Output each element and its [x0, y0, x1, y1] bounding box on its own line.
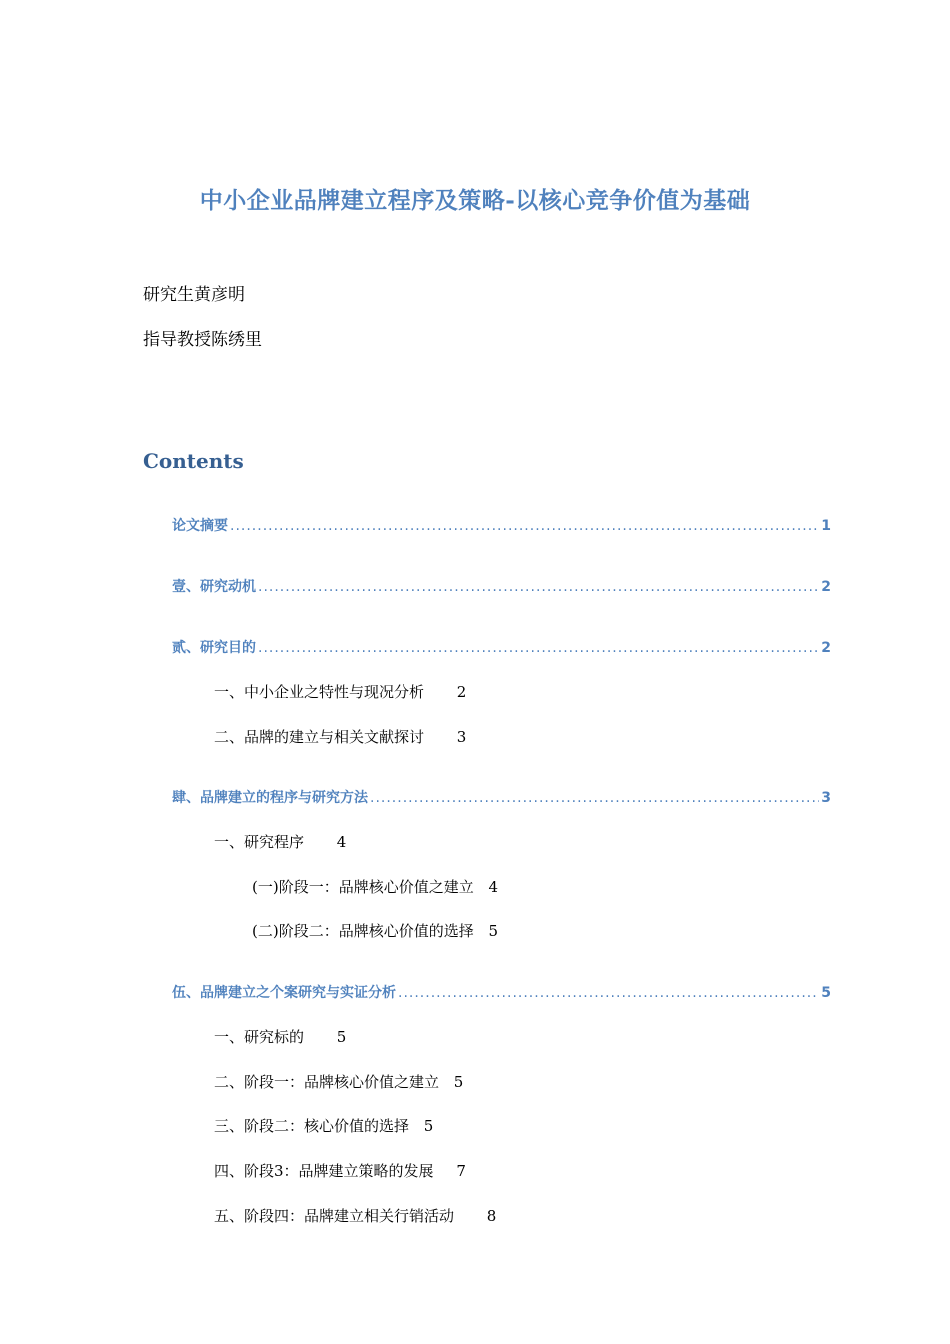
toc-entry-label: 四、阶段3：品牌建立策略的发展 — [214, 1162, 434, 1180]
toc-entry-label: 论文摘要 — [172, 518, 228, 534]
toc-page-number: 5 — [821, 985, 831, 1001]
toc-subentry-research-target[interactable] — [214, 1026, 346, 1047]
toc-entry-label: 贰、研究目的 — [172, 640, 256, 656]
toc-subentry-stage-one-build[interactable] — [214, 1071, 463, 1092]
toc-subentry-stage-two-select[interactable] — [214, 1115, 433, 1136]
toc-dot-leader — [370, 790, 819, 806]
toc-subsubentry-stage-two[interactable] — [252, 920, 498, 941]
toc-dot-leader — [258, 579, 819, 595]
toc-entry-label: 三、阶段二：核心价值的选择 — [214, 1117, 410, 1135]
toc-page-number: 2 — [456, 683, 467, 701]
toc-page-number: 5 — [453, 1073, 464, 1091]
toc-subentry-research-procedure[interactable] — [214, 831, 346, 852]
toc-entry-label: 伍、品牌建立之个案研究与实证分析 — [172, 985, 396, 1001]
toc-page-number: 2 — [821, 640, 831, 656]
toc-entry-procedure-method[interactable] — [172, 787, 831, 807]
toc-subsubentry-stage-one[interactable] — [252, 876, 498, 897]
toc-entry-case-study[interactable] — [172, 982, 831, 1002]
toc-page-number: 5 — [423, 1117, 434, 1135]
toc-entry-label: 二、品牌的建立与相关文献探讨 — [214, 728, 425, 746]
toc-entry-label: 一、研究标的 — [214, 1028, 305, 1046]
toc-dot-leader — [398, 985, 819, 1001]
toc-entry-purpose[interactable] — [172, 637, 831, 657]
toc-entry-label: (一)阶段一：品牌核心价值之建立 — [252, 878, 474, 896]
toc-subentry-brand-literature[interactable] — [214, 726, 466, 747]
toc-page-number: 2 — [821, 579, 831, 595]
toc-entry-label: 五、阶段四：品牌建立相关行销活动 — [214, 1207, 455, 1225]
toc-page-number: 5 — [488, 922, 499, 940]
toc-page-number: 7 — [456, 1162, 466, 1180]
toc-entry-label: 一、中小企业之特性与现况分析 — [214, 683, 425, 701]
toc-entry-motivation[interactable] — [172, 576, 831, 596]
toc-entry-abstract[interactable] — [172, 515, 831, 535]
author-student: 研究生黄彦明 — [143, 285, 245, 305]
toc-entry-label: 肆、品牌建立的程序与研究方法 — [172, 790, 368, 806]
toc-entry-label: 壹、研究动机 — [172, 579, 256, 595]
toc-page-number: 1 — [821, 518, 831, 534]
toc-page-number: 4 — [336, 833, 347, 851]
toc-page-number: 4 — [488, 878, 499, 896]
toc-dot-leader — [258, 640, 819, 656]
toc-page-number: 3 — [456, 728, 467, 746]
toc-entry-label: 一、研究程序 — [214, 833, 305, 851]
toc-page-number: 8 — [486, 1207, 497, 1225]
toc-subentry-stage-three-strategy[interactable] — [214, 1160, 466, 1181]
toc-dot-leader — [230, 518, 819, 534]
toc-entry-label: 二、阶段一：品牌核心价值之建立 — [214, 1073, 440, 1091]
toc-entry-label: (二)阶段二：品牌核心价值的选择 — [252, 922, 474, 940]
author-advisor: 指导教授陈绣里 — [143, 330, 262, 350]
toc-subentry-stage-four-marketing[interactable] — [214, 1205, 496, 1226]
toc-subentry-sme-analysis[interactable] — [214, 681, 466, 702]
toc-page-number: 5 — [336, 1028, 347, 1046]
toc-page-number: 3 — [821, 790, 831, 806]
contents-heading: Contents — [143, 449, 244, 473]
document-title: 中小企业品牌建立程序及策略-以核心竞争价值为基础 — [199, 187, 751, 214]
